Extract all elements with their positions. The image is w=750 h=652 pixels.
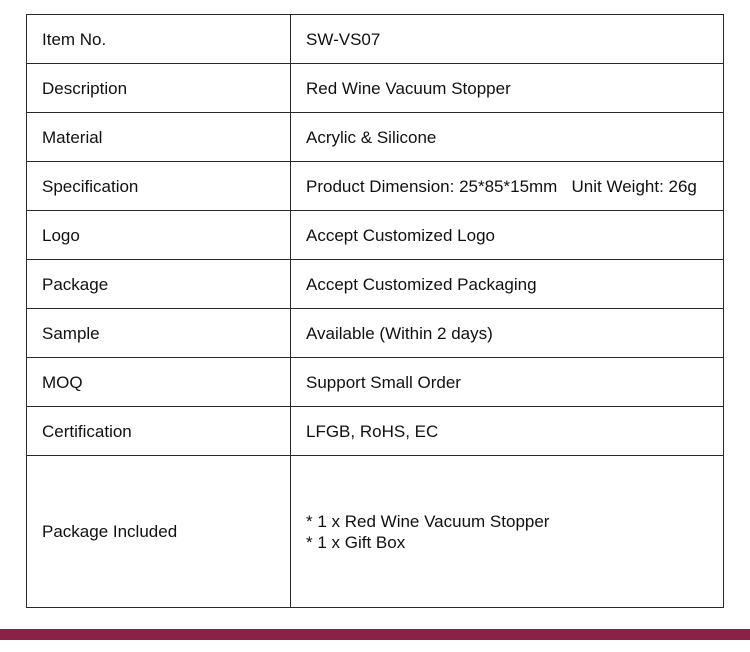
row-label: Material (27, 113, 291, 162)
product-spec-table (26, 14, 724, 608)
row-label: MOQ (27, 358, 291, 407)
row-value: Acrylic & Silicone (291, 113, 724, 162)
row-value (291, 456, 724, 608)
row-label: Item No. (27, 15, 291, 64)
row-label: Certification (27, 407, 291, 456)
row-label: Specification (27, 162, 291, 211)
row-label: Sample (27, 309, 291, 358)
table-row-material (27, 113, 724, 162)
bottom-accent-bar (0, 629, 750, 640)
row-label: Package Included (27, 456, 291, 608)
row-label: Description (27, 64, 291, 113)
table-row-specification (27, 162, 724, 211)
table-row-package (27, 260, 724, 309)
package-item-line: * 1 x Red Wine Vacuum Stopper (306, 511, 550, 531)
table-row-item-no (27, 15, 724, 64)
table-row-logo (27, 211, 724, 260)
package-item-line: * 1 x Gift Box (306, 532, 406, 552)
row-value: LFGB, RoHS, EC (291, 407, 724, 456)
table-row-description (27, 64, 724, 113)
row-value: Accept Customized Packaging (291, 260, 724, 309)
row-value: Accept Customized Logo (291, 211, 724, 260)
row-value: Product Dimension: 25*85*15mm Unit Weight: 26g (291, 162, 724, 211)
row-value: Available (Within 2 days) (291, 309, 724, 358)
row-value: SW-VS07 (291, 15, 724, 64)
table-row-sample (27, 309, 724, 358)
table-row-moq (27, 358, 724, 407)
row-value: Red Wine Vacuum Stopper (291, 64, 724, 113)
row-label: Package (27, 260, 291, 309)
row-value: Support Small Order (291, 358, 724, 407)
table-row-certification (27, 407, 724, 456)
row-label: Logo (27, 211, 291, 260)
table-row-package-included (27, 456, 724, 608)
